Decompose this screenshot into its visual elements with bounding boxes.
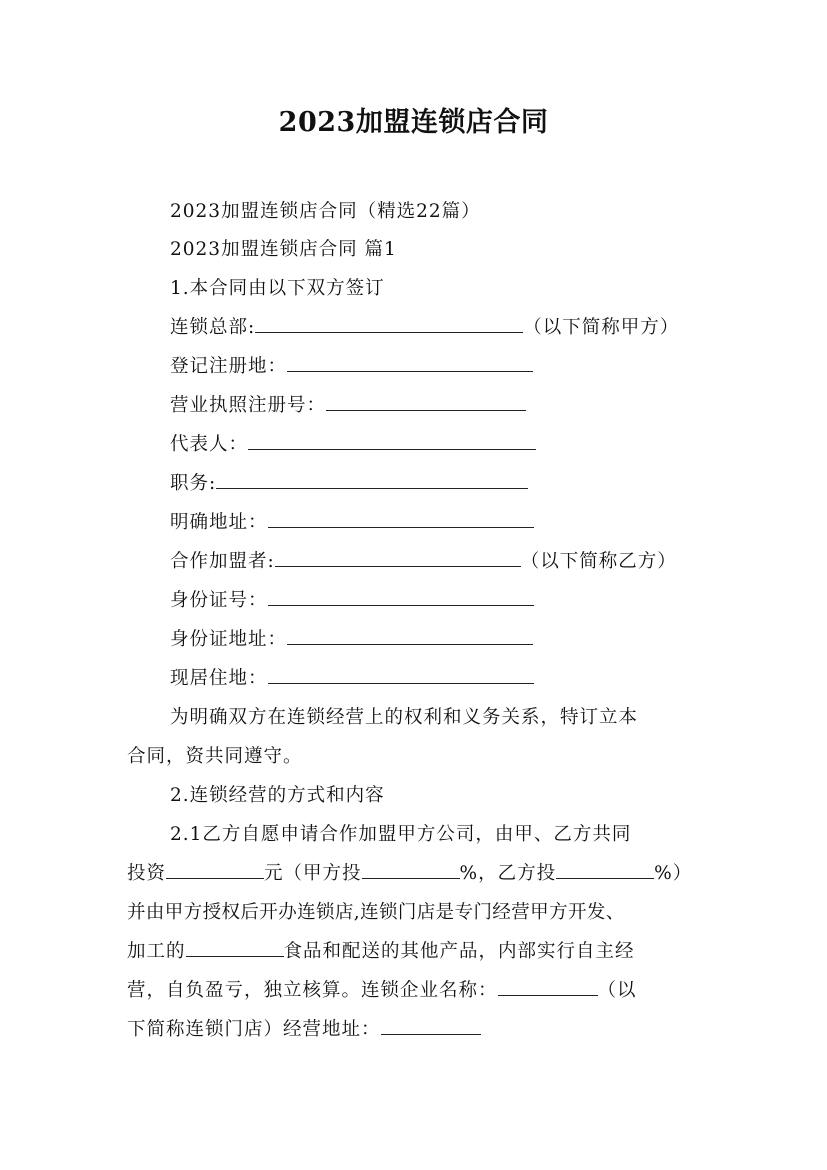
company-name-label: 营，自负盈亏，独立核算。连锁企业名称： [127, 980, 498, 1001]
invest-label: 投资 [127, 863, 167, 884]
franchisee-label: 合作加盟者: [170, 551, 275, 572]
license-label: 营业执照注册号： [170, 395, 327, 416]
license-line [170, 394, 526, 418]
position-line [170, 472, 528, 496]
license-blank[interactable] [326, 394, 526, 411]
position-blank[interactable] [216, 472, 528, 489]
franchisee-blank[interactable] [275, 550, 521, 567]
para-21-line-6 [127, 1018, 481, 1042]
invest-amount-blank[interactable] [166, 862, 264, 879]
para-21-line-1: 2.1乙方自愿申请合作加盟甲方公司，由甲、乙方共同 [170, 824, 632, 845]
para-21-line-3: 并由甲方授权后开办连锁店,连锁门店是专门经营甲方开发、 [127, 902, 625, 923]
rep-blank[interactable] [248, 433, 536, 450]
products-text: 食品和配送的其他产品，内部实行自主经 [283, 941, 635, 962]
hq-label: 连锁总部: [170, 317, 256, 338]
party-a-percent-blank[interactable] [362, 862, 460, 879]
product-blank[interactable] [186, 940, 284, 957]
business-addr-blank[interactable] [381, 1018, 481, 1035]
processed-label: 加工的 [127, 941, 186, 962]
hq-suffix: （以下简称甲方） [523, 317, 680, 338]
document-title: 2023加盟连锁店合同 [278, 107, 549, 138]
residence-line [170, 667, 534, 691]
para-21-line-2 [127, 862, 692, 886]
addr-line [170, 511, 534, 535]
addr-label: 明确地址： [170, 512, 268, 533]
subtitle: 2023加盟连锁店合同（精选22篇） [170, 201, 481, 222]
company-name-blank[interactable] [498, 979, 598, 996]
id-addr-blank[interactable] [287, 628, 533, 645]
residence-label: 现居住地： [170, 668, 268, 689]
percent-close: %） [654, 863, 693, 884]
party-b-percent-blank[interactable] [556, 862, 654, 879]
para-1-line-2: 合同，资共同遵守。 [127, 746, 303, 767]
id-blank[interactable] [268, 589, 534, 606]
rep-line [170, 433, 536, 457]
id-line [170, 589, 534, 613]
para-21-line-5 [127, 979, 637, 1003]
id-addr-line [170, 628, 533, 652]
section-1-heading: 1.本合同由以下双方签订 [170, 278, 385, 299]
party-b-invest-label: %，乙方投 [459, 863, 557, 884]
party-a-invest-label: 元（甲方投 [264, 863, 362, 884]
hq-line [170, 316, 679, 340]
franchisee-suffix: （以下简称乙方） [520, 551, 677, 572]
rep-label: 代表人： [170, 434, 249, 455]
para-21-line-4 [127, 940, 635, 964]
chapter-heading: 2023加盟连锁店合同 篇1 [170, 239, 397, 260]
reg-line [170, 355, 533, 379]
section-2-heading: 2.连锁经营的方式和内容 [170, 785, 385, 806]
id-addr-label: 身份证地址： [170, 629, 288, 650]
abbrev-open: （以 [597, 980, 637, 1001]
para-1-line-1: 为明确双方在连锁经营上的权利和义务关系，特订立本 [170, 707, 639, 728]
residence-blank[interactable] [268, 667, 534, 684]
reg-blank[interactable] [287, 355, 533, 372]
hq-blank[interactable] [255, 316, 523, 333]
franchisee-line [170, 550, 677, 574]
addr-blank[interactable] [268, 511, 534, 528]
position-label: 职务: [170, 473, 217, 494]
business-addr-label: 下简称连锁门店）经营地址： [127, 1019, 381, 1040]
reg-label: 登记注册地： [170, 356, 288, 377]
id-label: 身份证号： [170, 590, 268, 611]
